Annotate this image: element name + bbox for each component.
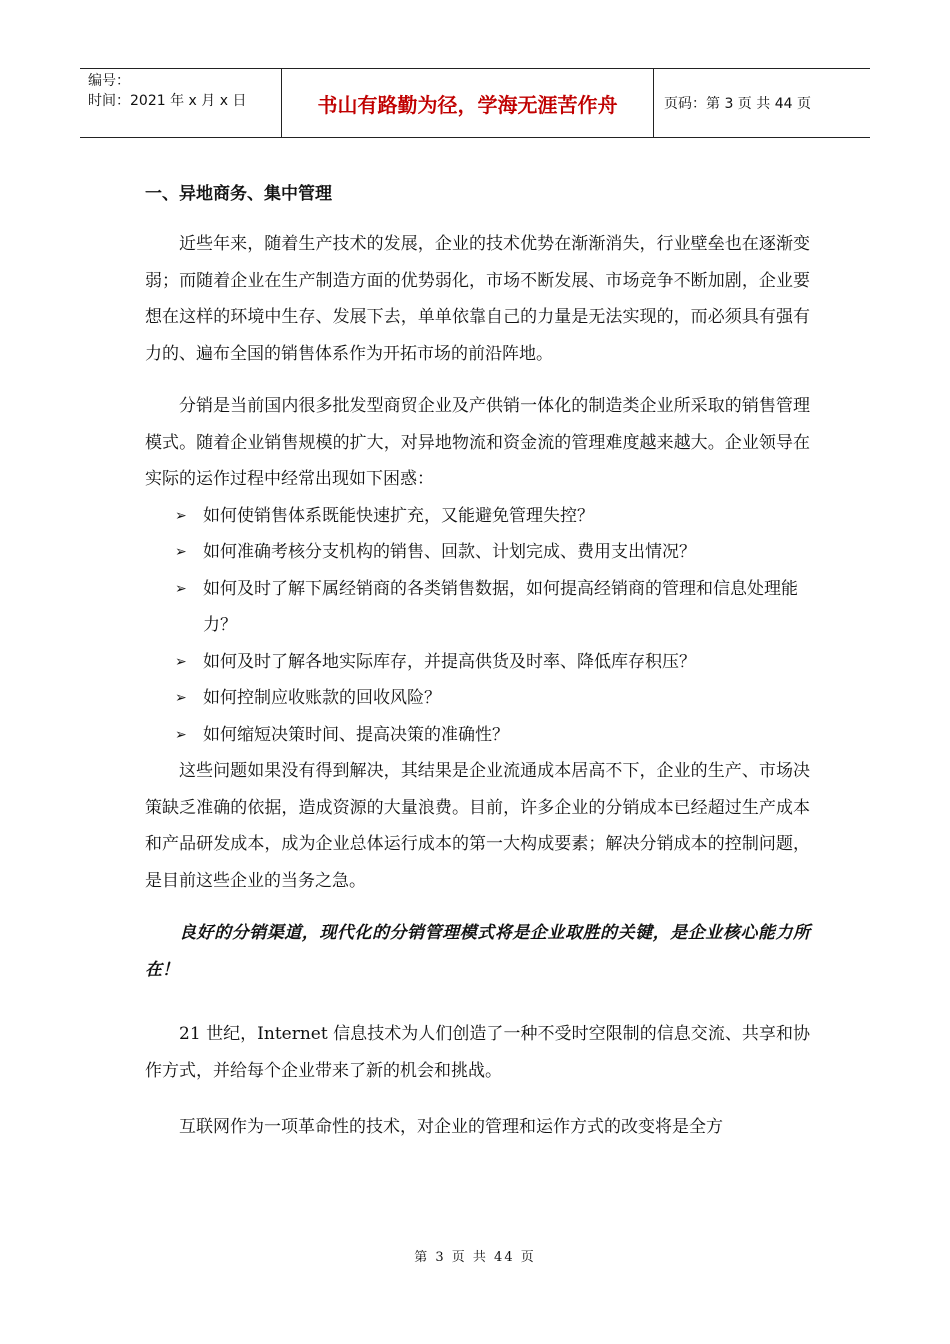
emphasis-statement: 良好的分销渠道，现代化的分销管理模式将是企业取胜的关键，是企业核心能力所在！ xyxy=(145,923,810,980)
paragraph-5: 互联网作为一项革命性的技术，对企业的管理和运作方式的改变将是全方 xyxy=(179,1117,723,1137)
time-label: 时间：2021 年 x 月 x 日 xyxy=(88,93,247,109)
list-item: ➢ 如何使销售体系既能快速扩充，又能避免管理失控？ xyxy=(145,498,810,535)
page-footer: 第 3 页 共 44 页 xyxy=(414,1250,536,1265)
list-item: ➢ 如何准确考核分支机构的销售、回款、计划完成、费用支出情况？ xyxy=(145,534,810,571)
question-list xyxy=(145,498,810,754)
paragraph-4: 21 世纪，Internet 信息技术为人们创造了一种不受时空限制的信息交流、共享和协作方式，并给每个企业带来了新的机会和挑战。 xyxy=(145,1024,810,1081)
paragraph-3: 这些问题如果没有得到解决，其结果是企业流通成本居高不下，企业的生产、市场决策缺乏准确的依据，造成资源的大量浪费。目前，许多企业的分销成本已经超过生产成本和产品研发成本，成为企业总体运行成本的第一大构成要素；解决分销成本的控制问题，是目前这些企业的当务之急。 xyxy=(145,761,810,891)
list-item: ➢ 如何及时了解下属经销商的各类销售数据，如何提高经销商的管理和信息处理能力？ xyxy=(145,571,810,644)
arrow-bullet-icon: ➢ xyxy=(175,690,187,706)
header-meta xyxy=(80,69,282,137)
list-item: ➢ 如何及时了解各地实际库存，并提高供货及时率、降低库存积压？ xyxy=(145,644,810,681)
arrow-bullet-icon: ➢ xyxy=(175,726,187,743)
arrow-bullet-icon: ➢ xyxy=(175,544,187,560)
arrow-bullet-icon: ➢ xyxy=(175,653,187,670)
header-motto: 书山有路勤为径，学海无涯苦作舟 xyxy=(282,69,654,137)
paragraph-2: 分销是当前国内很多批发型商贸企业及产供销一体化的制造类企业所采取的销售管理模式。随着企业销售规模的扩大，对异地物流和资金流的管理难度越来越大。企业领导在实际的运作过程中经常出现如下困惑： xyxy=(145,396,810,489)
list-item: ➢ 如何控制应收账款的回收风险？ xyxy=(145,680,810,717)
arrow-bullet-icon: ➢ xyxy=(175,507,187,524)
number-label: 编号： xyxy=(88,73,130,89)
header-page-info: 页码：第 3 页 共 44 页 xyxy=(664,96,811,112)
arrow-bullet-icon: ➢ xyxy=(175,580,187,597)
section-title: 一、异地商务、集中管理 xyxy=(145,184,332,204)
paragraph-1: 近些年来，随着生产技术的发展，企业的技术优势在渐渐消失，行业壁垒也在逐渐变弱；而随着企业在生产制造方面的优势弱化，市场不断发展、市场竞争不断加剧，企业要想在这样的环境中生存、发展下去，单单依靠自己的力量是无法实现的，而必须具有强有力的、遍布全国的销售体系作为开拓市场的前沿阵地。 xyxy=(145,234,810,364)
document-body xyxy=(145,178,810,1146)
page-header xyxy=(80,68,870,138)
list-item: ➢ 如何缩短决策时间、提高决策的准确性？ xyxy=(145,717,810,754)
